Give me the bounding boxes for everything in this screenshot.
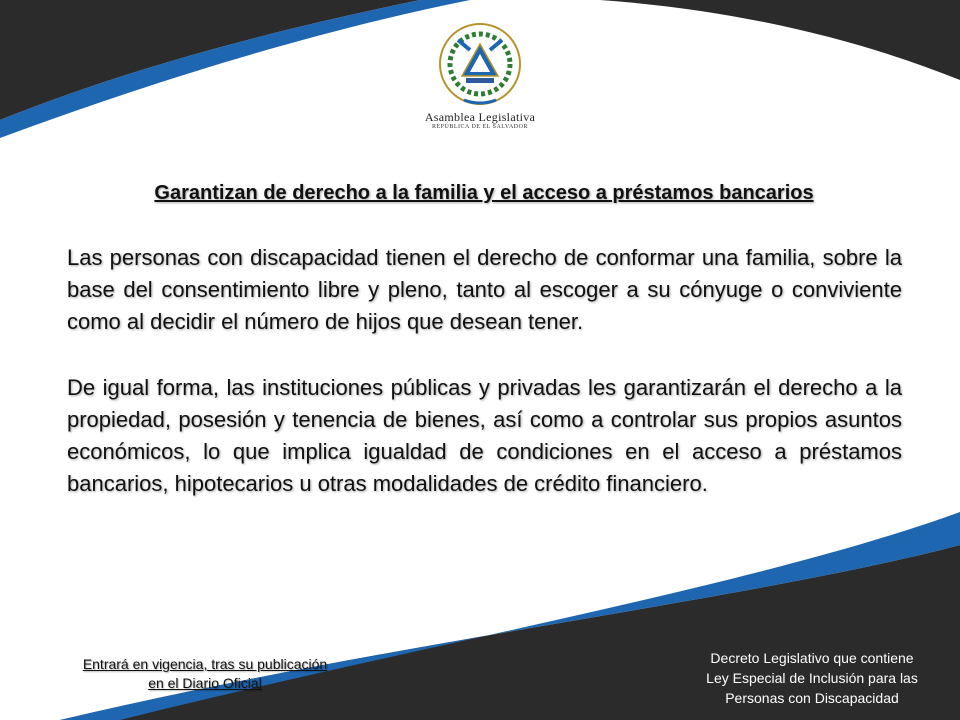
footer-validity-note [60, 655, 350, 693]
paragraph-family-right: Las personas con discapacidad tienen el derecho de conformar una familia, sobre la base del consentimiento libre y pleno, tanto al escoger a su cónyuge o conviviente como al decidir el número de hijos que desean tener. [67, 245, 902, 334]
top-right-dark-band [600, 0, 960, 80]
el-salvador-coat-of-arms-icon [430, 20, 530, 110]
footer-right-line1: Decreto Legislativo que contiene [710, 650, 914, 666]
footer-right-line3: Personas con Discapacidad [725, 690, 899, 706]
footer-right-line2: Ley Especial de Inclusión para las [706, 670, 918, 686]
footer-decree-note [690, 648, 934, 708]
organization-subtitle: REPÚBLICA DE EL SALVADOR [432, 124, 528, 130]
paragraph-property-right: De igual forma, las instituciones públicas y privadas les garantizarán el derecho a la propiedad, posesión y tenencia de bienes, así como a controlar sus propios asuntos económicos, lo que implica igualdad de condiciones en el acceso a préstamos bancarios, hipotecarios u otras modalidades de crédito financiero. [67, 375, 902, 496]
slide-title: Garantizan de derecho a la familia y el acceso a préstamos bancarios [154, 182, 814, 204]
footer-left-line2: en el Diario Oficial [148, 675, 262, 691]
organization-name: Asamblea Legislativa [424, 110, 536, 124]
footer-left-line1: Entrará en vigencia, tras su publicación [82, 656, 328, 672]
